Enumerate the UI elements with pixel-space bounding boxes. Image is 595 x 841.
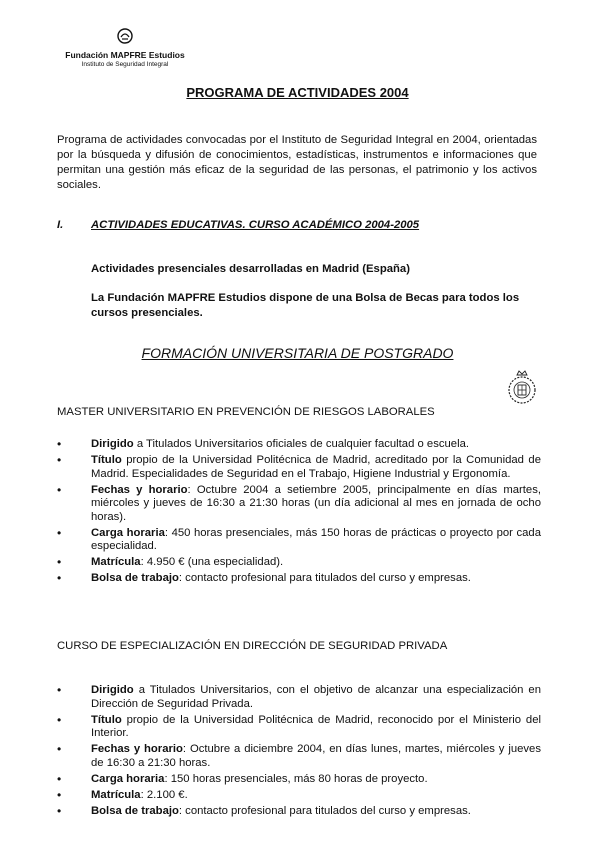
item-text: : 450 horas presenciales, más 150 horas de prácticas o proyecto por cada especialidad. <box>91 526 541 553</box>
upm-seal-icon <box>507 370 537 408</box>
item-text: : contacto profesional para titulados del curso y empresas. <box>178 572 471 585</box>
item-label: Fechas y horario <box>91 743 183 756</box>
formacion-heading: FORMACIÓN UNIVERSITARIA DE POSTGRADO <box>141 345 454 361</box>
list-item <box>57 454 541 481</box>
list-item <box>57 527 541 554</box>
list-item <box>57 556 541 570</box>
bullet-icon: • <box>57 453 62 468</box>
item-label: Bolsa de trabajo <box>91 804 179 817</box>
item-text: : Octubre a diciembre 2004, en días lunes, martes, miércoles y jueves de 16:30 a 21:30 horas. <box>91 743 541 769</box>
list-item <box>57 438 541 452</box>
becas-note: La Fundación MAPFRE Estudios dispone de una Bolsa de Becas para todos los cursos presenciales. <box>91 292 520 319</box>
page-title: PROGRAMA DE ACTIVIDADES 2004 <box>186 85 409 100</box>
list-item <box>57 572 541 586</box>
mapfre-emblem-icon <box>117 28 133 44</box>
bullet-icon: • <box>57 683 62 697</box>
item-text: : contacto profesional para titulados del curso y empresas. <box>178 804 471 817</box>
master-details-list <box>57 438 541 589</box>
item-text: : Octubre 2004 a setiembre 2005, principalmente en días martes, miércoles y jueves de 16:30 a 21:30 horas (un día adicional al mes en jornada de ocho horas). <box>91 483 541 523</box>
bullet-icon: • <box>57 742 62 757</box>
item-text: a Titulados Universitarios, con el objetivo de alcanzar una especialización en Dirección de Seguridad Privada. <box>91 684 541 710</box>
course-title-seguridad-privada: CURSO DE ESPECIALIZACIÓN EN DIRECCIÓN DE SEGURIDAD PRIVADA <box>57 640 448 652</box>
item-label: Carga horaria <box>91 772 165 785</box>
section-title: ACTIVIDADES EDUCATIVAS. CURSO ACADÉMICO 2004-2005 <box>91 219 420 231</box>
item-label: Matrícula <box>91 788 141 801</box>
item-label: Carga horaria <box>91 526 165 539</box>
bullet-icon: • <box>57 525 62 540</box>
item-text: a Titulados Universitarios oficiales de cualquier facultad o escuela. <box>133 438 470 450</box>
list-item <box>57 484 541 525</box>
bullet-icon: • <box>57 437 62 451</box>
item-label: Título <box>91 454 122 467</box>
item-text: : 4.950 € (una especialidad). <box>140 556 284 569</box>
item-label: Matrícula <box>91 556 141 569</box>
presenciales-note: Actividades presenciales desarrolladas en Madrid (España) <box>91 263 410 275</box>
org-name: Fundación MAPFRE Estudios <box>65 50 185 60</box>
bullet-icon: • <box>57 482 62 497</box>
org-logo <box>55 28 195 68</box>
list-item <box>57 714 541 741</box>
bullet-icon: • <box>57 712 62 727</box>
item-label: Bolsa de trabajo <box>91 572 179 585</box>
section-number: I. <box>57 219 64 231</box>
list-item <box>57 805 541 819</box>
item-text: propio de la Universidad Politécnica de Madrid, reconocido por el Ministerio del Interior. <box>91 713 541 740</box>
item-label: Dirigido <box>91 684 134 696</box>
list-item <box>57 789 541 803</box>
org-subtitle: Instituto de Seguridad Integral <box>81 61 169 68</box>
item-label: Fechas y horario <box>91 483 188 496</box>
item-text: propio de la Universidad Politécnica de Madrid, acreditado por la Comunidad de Madrid. Especialidades de Seguridad en el Trabajo, Higiene Industrial y Ergonomía. <box>91 454 541 480</box>
bullet-icon: • <box>57 555 62 570</box>
bullet-icon: • <box>57 803 62 818</box>
bullet-icon: • <box>57 771 62 786</box>
bullet-icon: • <box>57 787 62 802</box>
list-item <box>57 684 541 711</box>
intro-paragraph: Programa de actividades convocadas por el Instituto de Seguridad Integral en 2004, orientadas por la búsqueda y difusión de conocimientos, estadísticas, instrumentos e informaciones que permitan una gestión más eficaz de la seguridad de las personas, el patrimonio y los activos sociales. <box>57 134 537 191</box>
course-title-master: MASTER UNIVERSITARIO EN PREVENCIÓN DE RIESGOS LABORALES <box>57 406 435 418</box>
item-label: Dirigido <box>91 438 134 450</box>
bullet-icon: • <box>57 571 62 586</box>
seguridad-privada-details-list <box>57 684 541 821</box>
list-item <box>57 743 541 770</box>
item-text: : 2.100 €. <box>140 788 188 801</box>
item-text: : 150 horas presenciales, más 80 horas de proyecto. <box>164 772 428 785</box>
list-item <box>57 773 541 787</box>
item-label: Título <box>91 713 122 726</box>
